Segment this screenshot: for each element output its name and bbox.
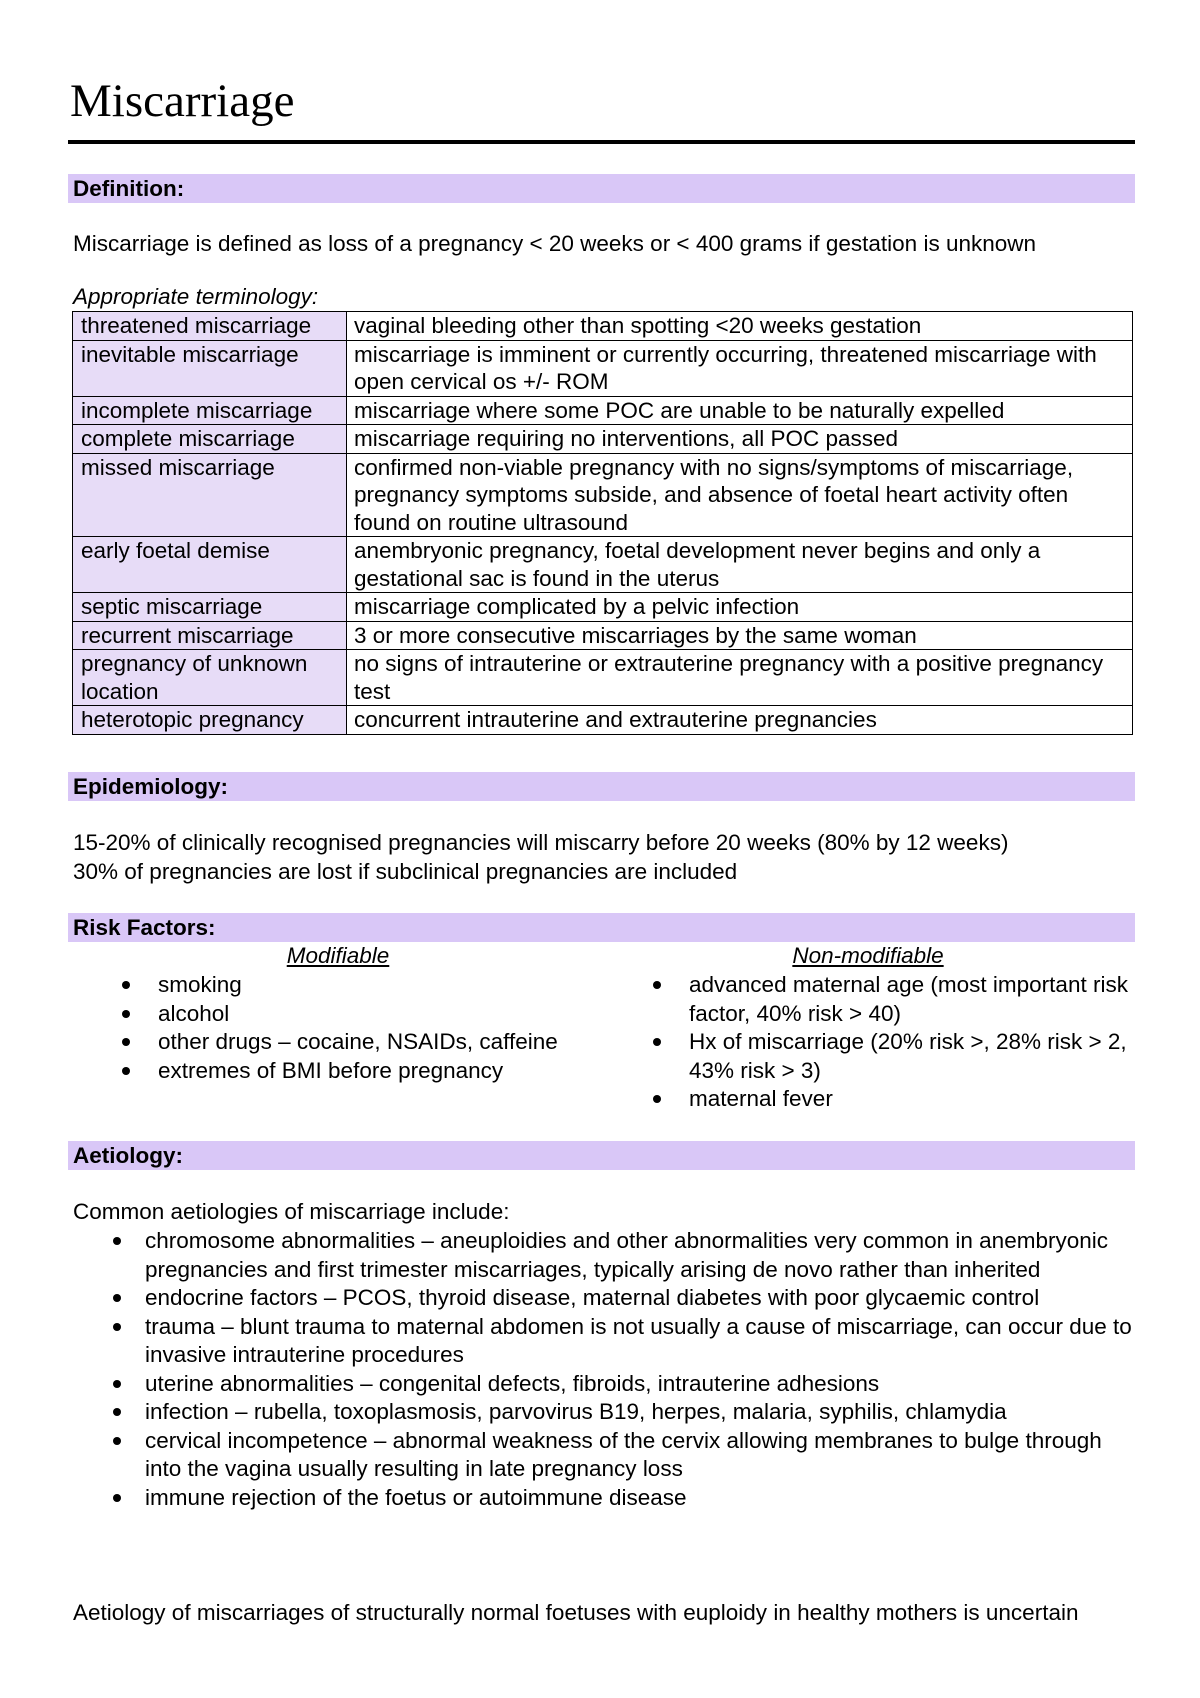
- bullet-icon: [113, 1294, 121, 1302]
- term-cell: missed miscarriage: [73, 453, 347, 537]
- table-row: [73, 312, 1133, 341]
- bullet-icon: [113, 1437, 121, 1445]
- description-cell: anembryonic pregnancy, foetal development never begins and only a gestational sac is found in the uterus: [347, 537, 1133, 593]
- list-item-text: cervical incompetence – abnormal weakness of the cervix allowing membranes to bulge through into the vagina usually resulting in late pregnancy loss: [145, 1427, 1102, 1481]
- term-cell: threatened miscarriage: [73, 312, 347, 341]
- bullet-icon: [653, 1095, 661, 1103]
- list-item-text: chromosome abnormalities – aneuploidies and other abnormalities very common in anembryonic pregnancies and first trimester miscarriages, typically arising de novo rather than inherited: [145, 1228, 1108, 1282]
- bullet-icon: [653, 1038, 661, 1046]
- list-item-text: uterine abnormalities – congenital defects, fibroids, intrauterine adhesions: [145, 1370, 880, 1396]
- definition-text: Miscarriage is defined as loss of a pregnancy < 20 weeks or < 400 grams if gestation is unknown: [73, 231, 1037, 256]
- table-row: [73, 537, 1133, 593]
- list-item: [73, 1284, 1133, 1313]
- list-item: [73, 1484, 1133, 1513]
- section-header-aetiology: [68, 1141, 1135, 1170]
- section-header-definition: [68, 174, 1135, 203]
- list-item-text: trauma – blunt trauma to maternal abdomen is not usually a cause of miscarriage, can occur due to invasive intrauterine procedures: [145, 1313, 1132, 1367]
- list-item: [653, 1085, 1133, 1114]
- bullet-icon: [122, 1038, 130, 1046]
- description-cell: 3 or more consecutive miscarriages by the same woman: [347, 621, 1133, 650]
- list-item: [73, 1227, 1133, 1284]
- list-item-text: maternal fever: [689, 1086, 833, 1111]
- bullet-icon: [122, 1010, 130, 1018]
- aetiology-intro: Common aetiologies of miscarriage include:: [73, 1199, 510, 1224]
- list-item: [122, 971, 592, 1000]
- term-cell: complete miscarriage: [73, 425, 347, 454]
- bullet-icon: [653, 981, 661, 989]
- list-item: [122, 1028, 592, 1057]
- list-item-text: extremes of BMI before pregnancy: [158, 1057, 504, 1083]
- section-heading: Risk Factors:: [73, 915, 216, 940]
- bullet-icon: [113, 1408, 121, 1416]
- list-item-text: immune rejection of the foetus or autoimmune disease: [145, 1484, 687, 1510]
- list-item-text: endocrine factors – PCOS, thyroid disease, maternal diabetes with poor glycaemic control: [145, 1285, 1040, 1310]
- modifiable-heading: Modifiable: [286, 943, 390, 968]
- list-item: [73, 1313, 1133, 1370]
- list-item: [73, 1427, 1133, 1484]
- list-item: [653, 1028, 1133, 1085]
- description-cell: concurrent intrauterine and extrauterine pregnancies: [347, 706, 1133, 735]
- term-cell: recurrent miscarriage: [73, 621, 347, 650]
- table-row: [73, 650, 1133, 706]
- list-item-text: advanced maternal age (most important risk factor, 40% risk > 40): [689, 972, 1128, 1026]
- description-cell: miscarriage where some POC are unable to be naturally expelled: [347, 396, 1133, 425]
- bullet-icon: [122, 1067, 130, 1075]
- section-heading: Definition:: [73, 176, 185, 201]
- table-row: [73, 621, 1133, 650]
- term-cell: early foetal demise: [73, 537, 347, 593]
- term-cell: heterotopic pregnancy: [73, 706, 347, 735]
- list-item: [653, 971, 1133, 1028]
- section-heading: Epidemiology:: [73, 774, 229, 799]
- non-modifiable-list: [653, 971, 1133, 1114]
- table-row: [73, 593, 1133, 622]
- list-item-text: infection – rubella, toxoplasmosis, parvovirus B19, herpes, malaria, syphilis, chlamydia: [145, 1399, 1007, 1424]
- table-row: [73, 453, 1133, 537]
- list-item-text: smoking: [158, 972, 242, 997]
- bullet-icon: [113, 1494, 121, 1502]
- section-heading: Aetiology:: [73, 1143, 183, 1168]
- aetiology-conclusion: Aetiology of miscarriages of structurally normal foetuses with euploidy in healthy mothers is uncertain: [73, 1600, 1079, 1625]
- description-cell: confirmed non-viable pregnancy with no signs/symptoms of miscarriage, pregnancy symptoms subside, and absence of foetal heart activity often found on routine ultrasound: [347, 453, 1133, 537]
- list-item: [73, 1370, 1133, 1399]
- section-header-epidemiology: [68, 772, 1135, 801]
- list-item: [122, 1057, 592, 1086]
- list-item-text: other drugs – cocaine, NSAIDs, caffeine: [158, 1029, 558, 1054]
- term-cell: pregnancy of unknown location: [73, 650, 347, 706]
- table-row: [73, 396, 1133, 425]
- title-underline: [68, 140, 1135, 144]
- description-cell: miscarriage requiring no interventions, all POC passed: [347, 425, 1133, 454]
- modifiable-list: [122, 971, 592, 1085]
- description-cell: vaginal bleeding other than spotting <20 weeks gestation: [347, 312, 1133, 341]
- bullet-icon: [113, 1237, 121, 1245]
- terminology-label: Appropriate terminology:: [73, 284, 319, 309]
- description-cell: no signs of intrauterine or extrauterine pregnancy with a positive pregnancy test: [347, 650, 1133, 706]
- term-cell: septic miscarriage: [73, 593, 347, 622]
- list-item-text: alcohol: [158, 1000, 230, 1026]
- bullet-icon: [113, 1323, 121, 1331]
- section-header-risk-factors: [68, 913, 1135, 942]
- list-item-text: Hx of miscarriage (20% risk >, 28% risk > 2, 43% risk > 3): [689, 1029, 1127, 1083]
- description-cell: miscarriage complicated by a pelvic infection: [347, 593, 1133, 622]
- list-item: [122, 1000, 592, 1029]
- bullet-icon: [122, 981, 130, 989]
- table-row: [73, 706, 1133, 735]
- bullet-icon: [113, 1380, 121, 1388]
- non-modifiable-heading: Non-modifiable: [792, 943, 944, 968]
- table-row: [73, 425, 1133, 454]
- table-row: [73, 340, 1133, 396]
- page-title: Miscarriage: [70, 75, 295, 127]
- term-cell: incomplete miscarriage: [73, 396, 347, 425]
- list-item: [73, 1398, 1133, 1427]
- terminology-table: [72, 311, 1133, 735]
- epidemiology-line-1: 15-20% of clinically recognised pregnancies will miscarry before 20 weeks (80% by 12 weeks): [73, 830, 1009, 855]
- aetiology-list: [73, 1227, 1133, 1512]
- term-cell: inevitable miscarriage: [73, 340, 347, 396]
- epidemiology-line-2: 30% of pregnancies are lost if subclinical pregnancies are included: [73, 859, 738, 884]
- description-cell: miscarriage is imminent or currently occurring, threatened miscarriage with open cervical os +/- ROM: [347, 340, 1133, 396]
